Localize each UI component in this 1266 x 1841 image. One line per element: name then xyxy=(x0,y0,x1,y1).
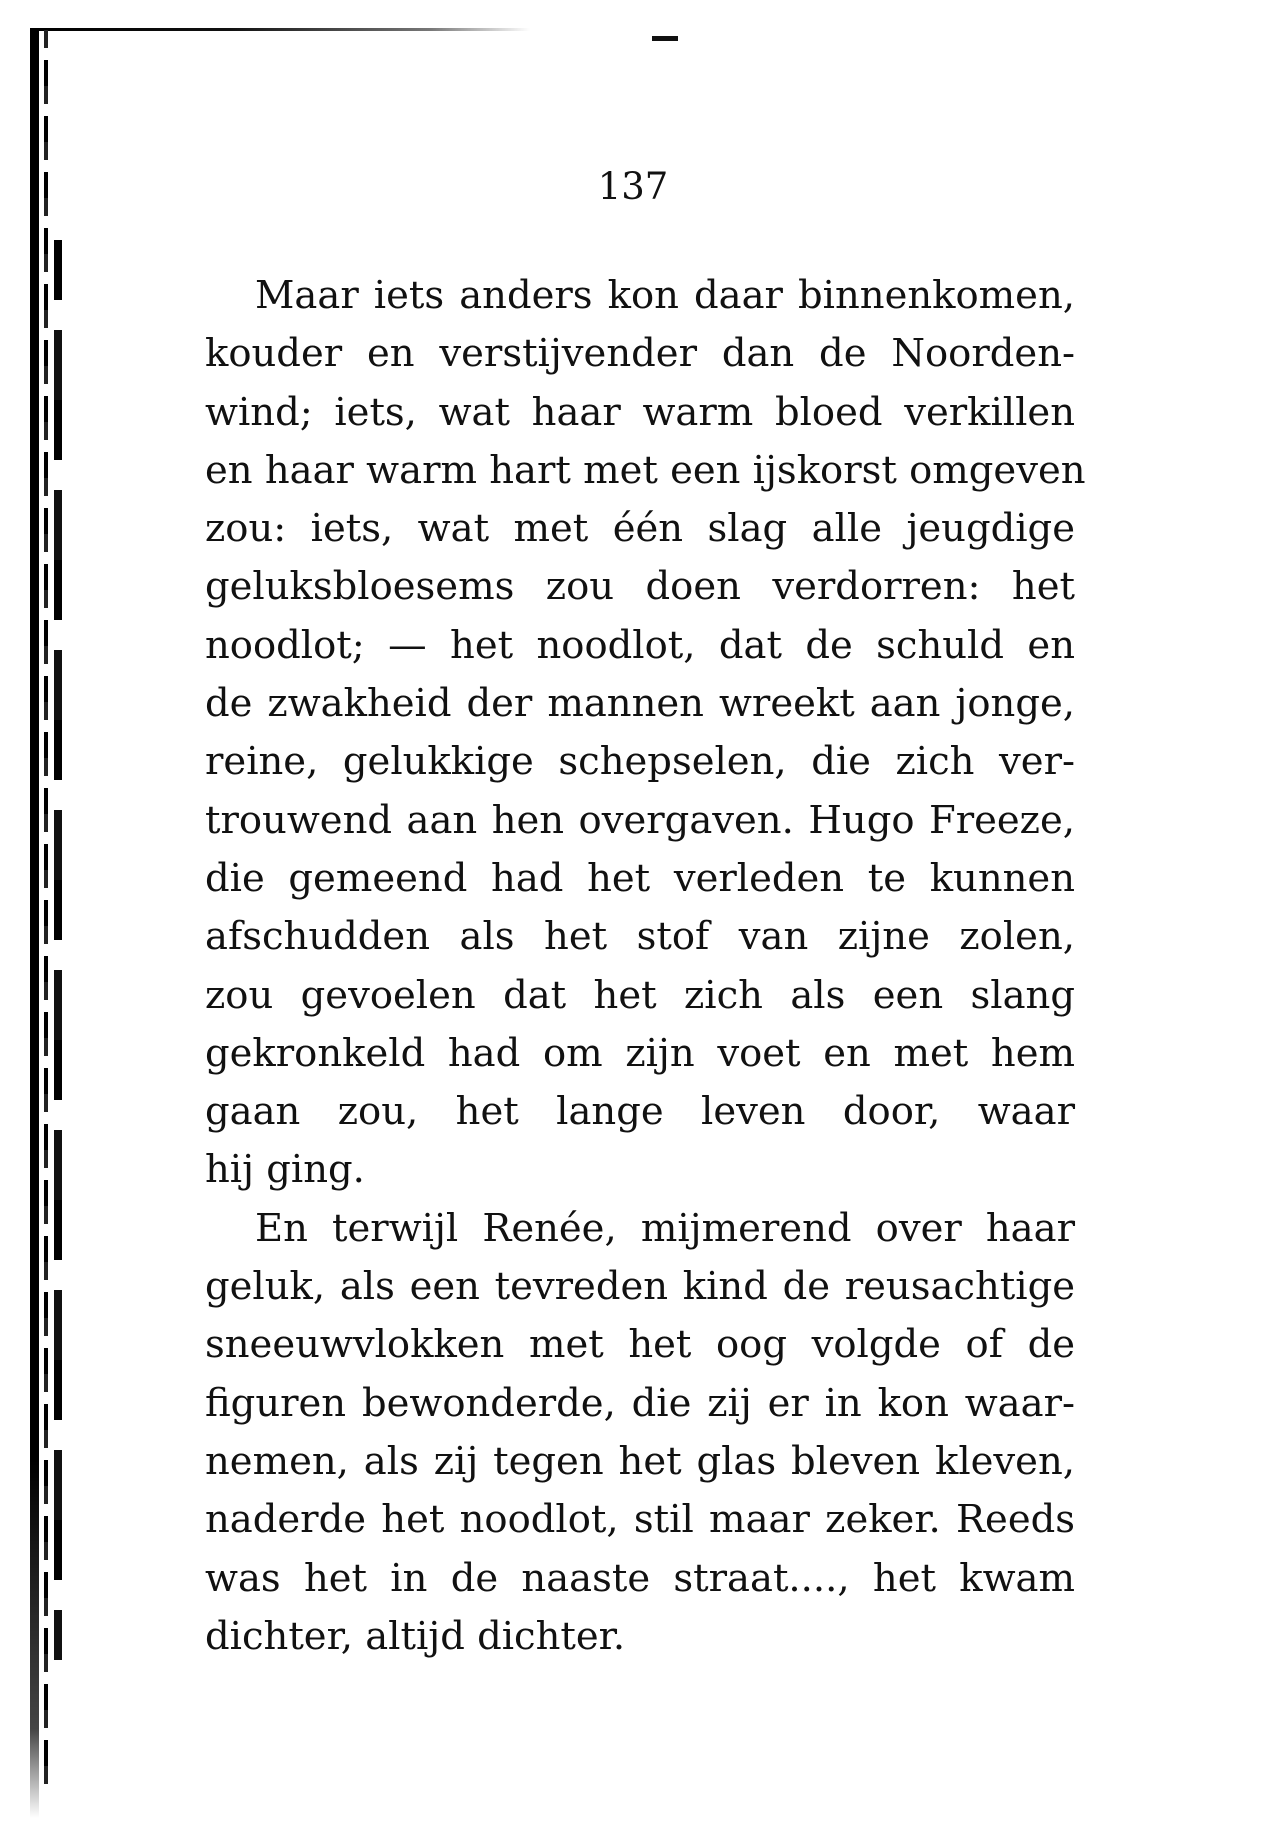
text-line: reine, gelukkige schepselen, die zich ver- xyxy=(205,739,1075,785)
text-line: geluksbloesems zou doen verdorren: het xyxy=(205,564,1075,610)
text-line: naderde het noodlot, stil maar zeker. Reeds xyxy=(205,1497,1075,1543)
text-line: geluk, als een tevreden kind de reusachtige xyxy=(205,1264,1075,1310)
text-line: nemen, als zij tegen het glas bleven kleven, xyxy=(205,1438,1075,1484)
text-line: hij ging. xyxy=(205,1147,365,1193)
text-line: wind; iets, wat haar warm bloed verkillen xyxy=(205,389,1075,435)
text-line: was het in de naaste straat...., het kwam xyxy=(205,1555,1075,1601)
scan-edge-left-inner xyxy=(44,30,48,1790)
text-line: afschudden als het stof van zijne zolen, xyxy=(205,914,1075,960)
text-line: trouwend aan hen overgaven. Hugo Freeze, xyxy=(205,797,1075,843)
text-line: figuren bewonderde, die zij er in kon waar- xyxy=(205,1380,1075,1426)
text-line: zou gevoelen dat het zich als een slang xyxy=(205,972,1075,1018)
text-line: Maar iets anders kon daar binnenkomen, xyxy=(255,273,1075,318)
text-line: zou: iets, wat met één slag alle jeugdige xyxy=(205,506,1075,552)
scan-edge-left xyxy=(30,28,39,1818)
scan-edge-top xyxy=(30,28,530,31)
text-line: die gemeend had het verleden te kunnen xyxy=(205,855,1075,901)
text-line: sneeuwvlokken met het oog volgde of de xyxy=(205,1322,1075,1368)
text-line: En terwijl Renée, mijmerend over haar xyxy=(255,1205,1075,1251)
body-text xyxy=(205,267,1086,1666)
scan-edge-mark xyxy=(652,36,678,41)
text-line: gaan zou, het lange leven door, waar xyxy=(205,1089,1075,1135)
text-line: de zwakheid der mannen wreekt aan jonge, xyxy=(205,681,1075,727)
text-line: dichter, altijd dichter. xyxy=(205,1613,626,1659)
text-line: noodlot; — het noodlot, dat de schuld en xyxy=(205,622,1075,668)
page-number: 137 xyxy=(597,165,669,208)
scan-edge-left-binding xyxy=(54,240,62,1660)
text-line: en haar warm hart met een ijskorst omgeven xyxy=(205,447,1086,493)
text-line: gekronkeld had om zijn voet en met hem xyxy=(205,1030,1075,1076)
text-line: kouder en verstijvender dan de Noorden- xyxy=(205,331,1075,377)
